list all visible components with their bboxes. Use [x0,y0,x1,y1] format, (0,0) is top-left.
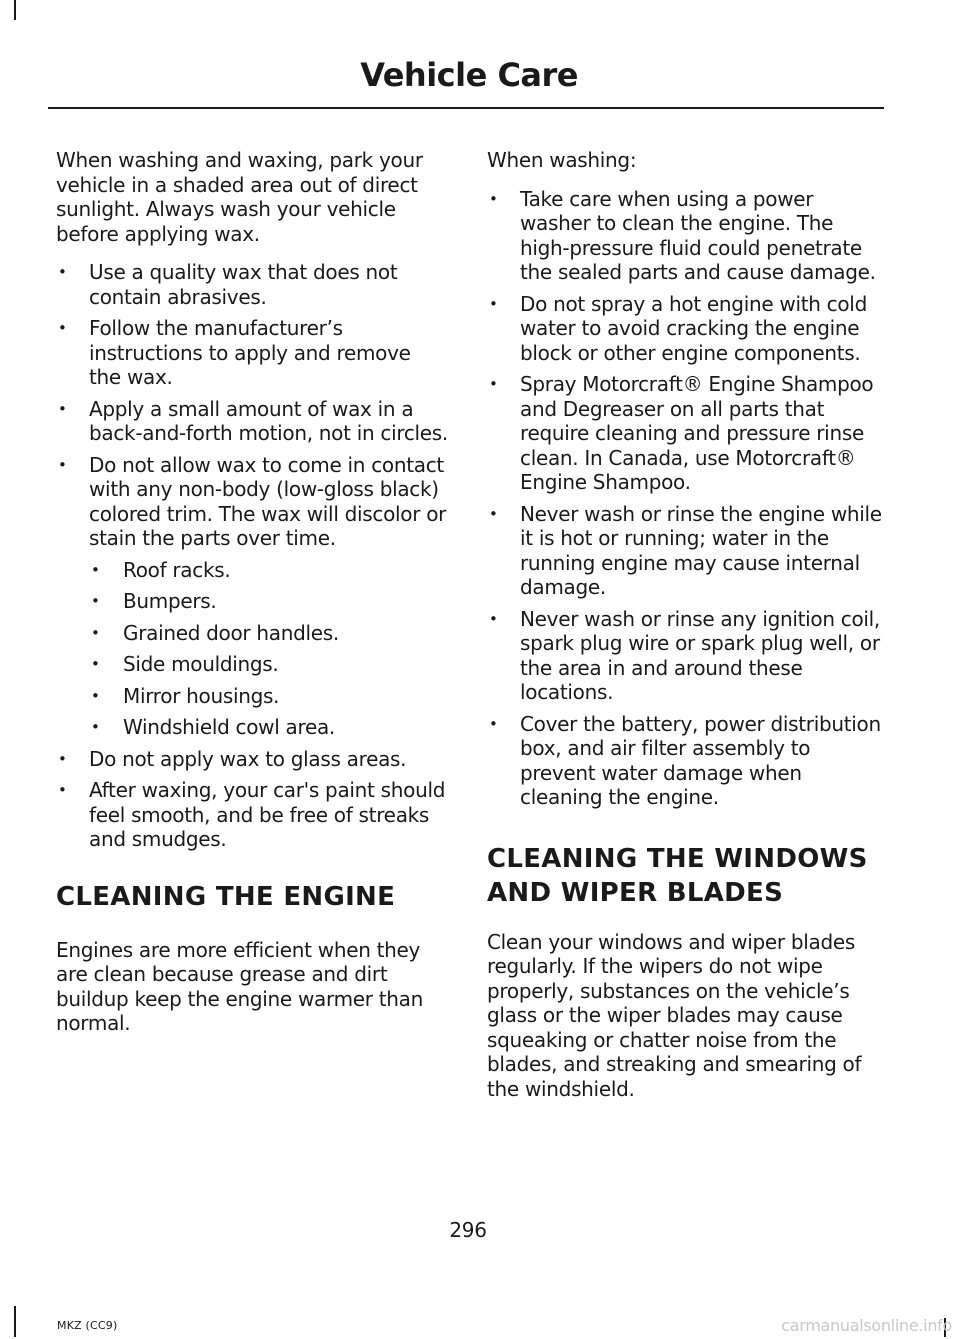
engine-paragraph: Engines are more efficient when they are clean because grease and dirt buildup keep the engine warmer than normal. [56,937,423,1035]
list-item: • Spray Motorcraft® Engine Shampoo and Degreaser on all parts that require cleaning and pressure rinse clean. In Canada, use Motorcraft® Engine Shampoo. [487,372,882,495]
section-heading-windows [487,842,882,910]
list-item-text: Do not allow wax to come in contact with any non-body (low-gloss black) colored trim. The wax will discolor or stain the parts over time. [89,452,447,550]
right-column [487,148,882,1115]
list-item-trim [56,453,448,740]
crop-mark-top-left [14,0,16,20]
left-column [56,148,448,1050]
page-title: Vehicle Care [360,56,578,94]
header-divider [48,107,884,109]
section-heading-engine: CLEANING THE ENGINE [56,881,396,912]
heading-line-1: CLEANING THE WINDOWS [487,843,868,874]
list-item: • Cover the battery, power distribution box, and air filter assembly to prevent water damage when cleaning the engine. [487,712,882,810]
page-number: 296 [449,1218,487,1242]
sub-list-item: • Bumpers. [89,589,448,614]
windows-paragraph: Clean your windows and wiper blades regularly. If the wipers do not wipe properly, substances on the vehicle’s glass or the wiper blades may cause squeaking or chatter noise from the blades, and streaking and smearing of the windshield. [487,929,862,1101]
list-item: • After waxing, your car's paint should feel smooth, and be free of streaks and smudges. [56,778,448,852]
sub-list-item: • Roof racks. [89,558,448,583]
list-item: • Follow the manufacturer’s instructions to apply and remove the wax. [56,316,448,390]
sub-list-item: • Side mouldings. [89,652,448,677]
crop-mark-bottom-left [14,1306,16,1337]
waxing-list [56,260,448,852]
trim-sublist [89,558,448,740]
washing-intro: When washing: [487,148,637,172]
heading-line-2: AND WIPER BLADES [487,877,784,908]
watermark: carmanualsonline.info [781,1316,952,1335]
sub-list-item: • Grained door handles. [89,621,448,646]
sub-list-item: • Windshield cowl area. [89,715,448,740]
list-item: • Do not spray a hot engine with cold water to avoid cracking the engine block or other engine components. [487,292,882,366]
list-item: • Take care when using a power washer to clean the engine. The high-pressure fluid could penetrate the sealed parts and cause damage. [487,187,882,285]
sub-list-item: • Mirror housings. [89,684,448,709]
footer-model: MKZ (CC9) [57,1319,118,1332]
list-item: • Use a quality wax that does not contain abrasives. [56,260,448,309]
washing-list [487,187,882,810]
list-item: • Never wash or rinse any ignition coil, spark plug wire or spark plug well, or the area in and around these locations. [487,607,882,705]
list-item: • Do not apply wax to glass areas. [56,747,448,772]
waxing-intro: When washing and waxing, park your vehicle in a shaded area out of direct sunlight. Always wash your vehicle before applying wax. [56,148,423,246]
list-item: • Never wash or rinse the engine while it is hot or running; water in the running engine may cause internal damage. [487,502,882,600]
list-item: • Apply a small amount of wax in a back-and-forth motion, not in circles. [56,397,448,446]
